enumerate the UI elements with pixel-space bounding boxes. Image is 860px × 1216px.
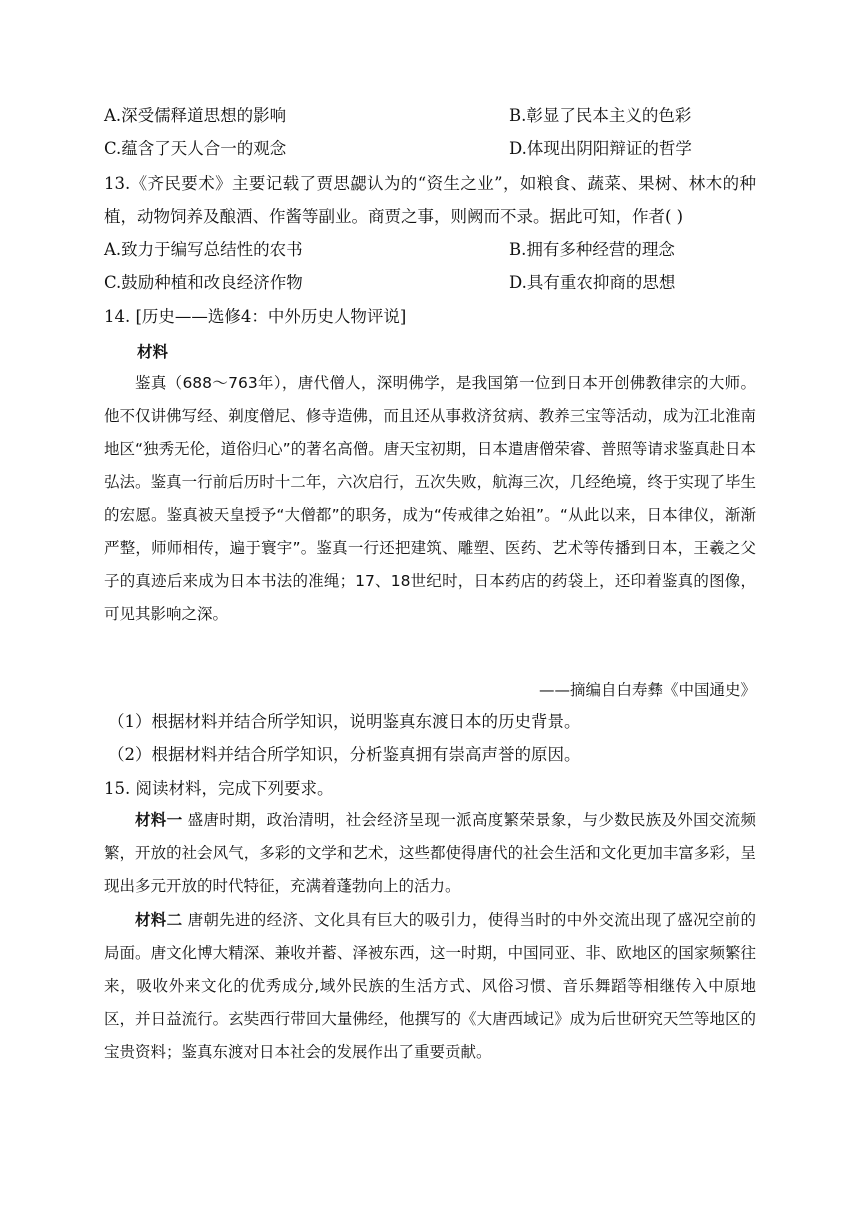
- q12-option-b: B.彰显了民本主义的色彩: [509, 106, 692, 125]
- q13-option-b: B.拥有多种经营的理念: [509, 240, 675, 259]
- q12-option-d: D.体现出阴阳辩证的哲学: [509, 139, 692, 158]
- q12-options-row1: [104, 106, 692, 126]
- q12-options-row2: [104, 139, 692, 159]
- q13-option-c: C.鼓励种植和改良经济作物: [104, 273, 303, 292]
- q14-subquestion-2: （2）根据材料并结合所学知识，分析鉴真拥有崇高声誉的原因。: [108, 745, 581, 764]
- q13-option-a: A.致力于编写总结性的农书: [104, 240, 303, 259]
- q13-options-row1: [104, 240, 675, 260]
- q13-option-d: D.具有重农抑商的思想: [509, 273, 676, 292]
- q13-options-row2: [104, 273, 676, 293]
- q14-material-text: 鉴真（688～763年），唐代僧人，深明佛学，是我国第一位到日本开创佛教律宗的大师。他不仅讲佛写经、剃度僧尼、修寺造佛，而且还从事救济贫病、教养三宝等活动，成为江北淮南地区“独秀无伦，道俗归心”的著名高僧。唐天宝初期，日本遣唐僧荣睿、普照等请求鉴真赴日本弘法。鉴真一行前后历时十二年，六次启行，五次失败，航海三次，几经绝境，终于实现了毕生的宏愿。鉴真被天皇授予“大僧都”的职务，成为“传戒律之始祖”。“从此以来，日本律仪，渐渐严整，师师相传，遍于寰宇”。鉴真一行还把建筑、雕塑、医药、艺术等传播到日本，王羲之父子的真迹后来成为日本书法的准绳；17、18世纪时，日本药店的药袋上，还印着鉴真的图像，可见其影响之深。: [104, 374, 756, 623]
- q15-material-2: [104, 904, 756, 1069]
- q12-option-a: A.深受儒释道思想的影响: [104, 106, 287, 125]
- q13-stem: 13.《齐民要术》主要记载了贾思勰认为的“资生之业”，如粮食、蔬菜、果树、林木的种植，动物饲养及酿酒、作酱等副业。商贾之事，则阙而不录。据此可知，作者( ): [104, 174, 756, 226]
- q12-option-c: C.蕴含了天人合一的观念: [104, 139, 287, 158]
- q14-source: ——摘编自白寿彝《中国通史》: [538, 681, 756, 699]
- q15-material-2-text: 唐朝先进的经济、文化具有巨大的吸引力，使得当时的中外交流出现了盛况空前的局面。唐文化博大精深、兼收并蓄、泽被东西，这一时期，中国同亚、非、欧地区的国家频繁往来，吸收外来文化的优秀成分,域外民族的生活方式、风俗习惯、音乐舞蹈等相继传入中原地区，并日益流行。玄奘西行带回大量佛经，他撰写的《大唐西域记》成为后世研究天竺等地区的宝贵资料；鉴真东渡对日本社会的发展作出了重要贡献。: [104, 911, 756, 1061]
- q15-material-1: [104, 804, 756, 903]
- q14-material-label: 材料: [137, 343, 169, 361]
- q14-heading: 14. [历史——选修4：中外历史人物评说]: [104, 307, 407, 326]
- q14-subquestion-1: （1）根据材料并结合所学知识，说明鉴真东渡日本的历史背景。: [108, 712, 581, 731]
- q15-heading: 15. 阅读材料，完成下列要求。: [104, 779, 334, 798]
- q15-material-1-label: 材料一: [135, 811, 183, 829]
- q15-material-2-label: 材料二: [135, 911, 183, 929]
- q15-material-1-text: 盛唐时期，政治清明，社会经济呈现一派高度繁荣景象，与少数民族及外国交流频繁，开放的社会风气，多彩的文学和艺术，这些都使得唐代的社会生活和文化更加丰富多彩，呈现出多元开放的时代特征，充满着蓬勃向上的活力。: [104, 811, 756, 895]
